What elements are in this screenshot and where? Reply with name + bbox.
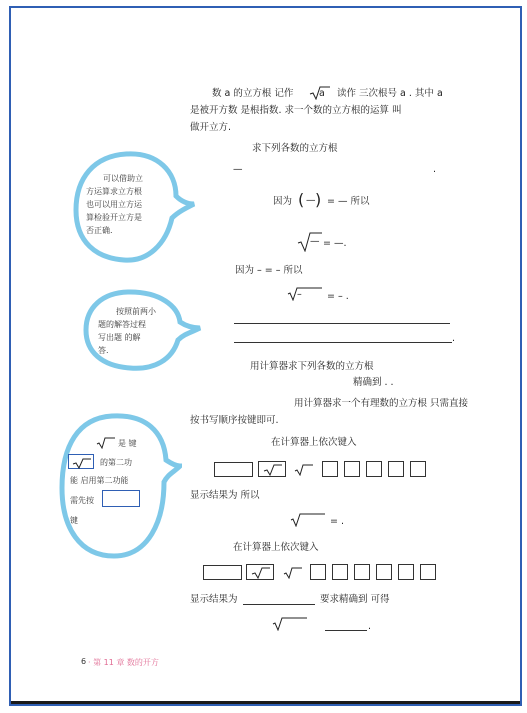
calc-key (376, 564, 392, 580)
bubble-1-line-2: 方运算求立方根 (86, 187, 142, 196)
example1-prompt: 求下列各数的立方根 (252, 143, 338, 154)
result-2: 显示结果为 (190, 594, 238, 605)
cube-root-key-symbol (283, 567, 303, 579)
radical-dash: — (310, 236, 320, 247)
because-2: 因为 – = – 所以 (235, 265, 303, 276)
example2-eq3: = . (330, 516, 344, 527)
bubble-2-line-3: 写出题 的解 (98, 333, 141, 342)
calc-key (388, 461, 404, 477)
result-2b: 要求精确到 可得 (320, 594, 390, 605)
result-1: 显示结果为 所以 (190, 490, 260, 501)
calc-key-blank-wide (203, 565, 242, 580)
bubble-key-2ndf (68, 454, 94, 469)
calc-key (398, 564, 414, 580)
bubble-3-line-5: 键 (70, 516, 78, 525)
example1-eq2: = – . (327, 291, 349, 302)
calc-key (310, 564, 326, 580)
example2-para1: 用计算器求一个有理数的立方根 只需直接 (294, 398, 469, 409)
radical-symbol-4 (272, 617, 308, 631)
sequence-2-label: 在计算器上依次键入 (233, 542, 319, 553)
bubble-3-line-4: 需先按 (70, 496, 94, 505)
intro-line-1b: 读作 三次根号 a . 其中 a (337, 88, 443, 99)
cube-root-icon (96, 437, 116, 449)
intro-line-3: 做开立方. (190, 122, 232, 133)
radical-symbol-2 (287, 287, 323, 301)
example2-precision: 精确到 . . (353, 377, 394, 388)
calc-key-blank-wide (214, 462, 253, 477)
example2-prompt: 用计算器求下列各数的立方根 (250, 361, 374, 372)
bubble-2-line-1: 按照前两小 (116, 307, 156, 316)
calc-key (332, 564, 348, 580)
bubble-1-line-1: 可以借助立 (103, 174, 143, 183)
intro-radicand: a (319, 88, 325, 99)
final-answer-blank (325, 630, 367, 631)
example1-dot: . (433, 164, 437, 175)
bubble-1-line-3: 也可以用立方运 (86, 200, 142, 209)
bubble-3-line-1: 是 键 (118, 439, 137, 448)
answer-line-2 (234, 342, 452, 343)
example1-dash: — (233, 164, 243, 175)
calc-key (344, 461, 360, 477)
bubble-3-line-3: 能 启用第二功能 (70, 476, 129, 485)
result-blank (243, 604, 315, 605)
bubble-2-line-2: 题的解答过程 (98, 320, 146, 329)
calc-key-2ndf (246, 564, 274, 580)
page-number: 6 (81, 657, 87, 666)
calc-key (420, 564, 436, 580)
because-label: 因为 (273, 196, 293, 207)
example1-eq-dash: = — 所以 (327, 196, 370, 207)
bubble-1-line-5: 否正确. (86, 226, 113, 235)
answer-line-dot: . (452, 333, 456, 344)
paren-close: ) (315, 190, 322, 209)
bubble-1-line-4: 算检验开立方是 (86, 213, 142, 222)
final-dot: . (368, 621, 372, 632)
intro-line-2: 是被开方数 是根指数. 求一个数的立方根的运算 叫 (190, 105, 402, 116)
sequence-1-label: 在计算器上依次键入 (271, 437, 357, 448)
chapter-label: · 第 11 章 数的开方 (88, 658, 159, 667)
calc-key (322, 461, 338, 477)
paren-dash: — (306, 195, 316, 206)
calc-key (354, 564, 370, 580)
bubble-key-blank (102, 490, 140, 507)
calc-key (366, 461, 382, 477)
cube-root-key-symbol (294, 464, 314, 476)
example2-para2: 按书写顺序按键即可. (190, 415, 279, 426)
bubble-2-line-4: 答. (98, 346, 109, 355)
paren-open: ( (298, 190, 305, 209)
calc-key-2ndf (258, 461, 286, 477)
bubble-3-line-2: 的第二功 (100, 458, 132, 467)
radical-minus: – (297, 289, 302, 300)
radical-symbol-3 (290, 513, 326, 527)
example1-eq-end: = —. (323, 238, 347, 249)
intro-line-1: 数 a 的立方根 记作 (212, 88, 294, 99)
answer-line-1 (234, 323, 450, 324)
calc-key (410, 461, 426, 477)
